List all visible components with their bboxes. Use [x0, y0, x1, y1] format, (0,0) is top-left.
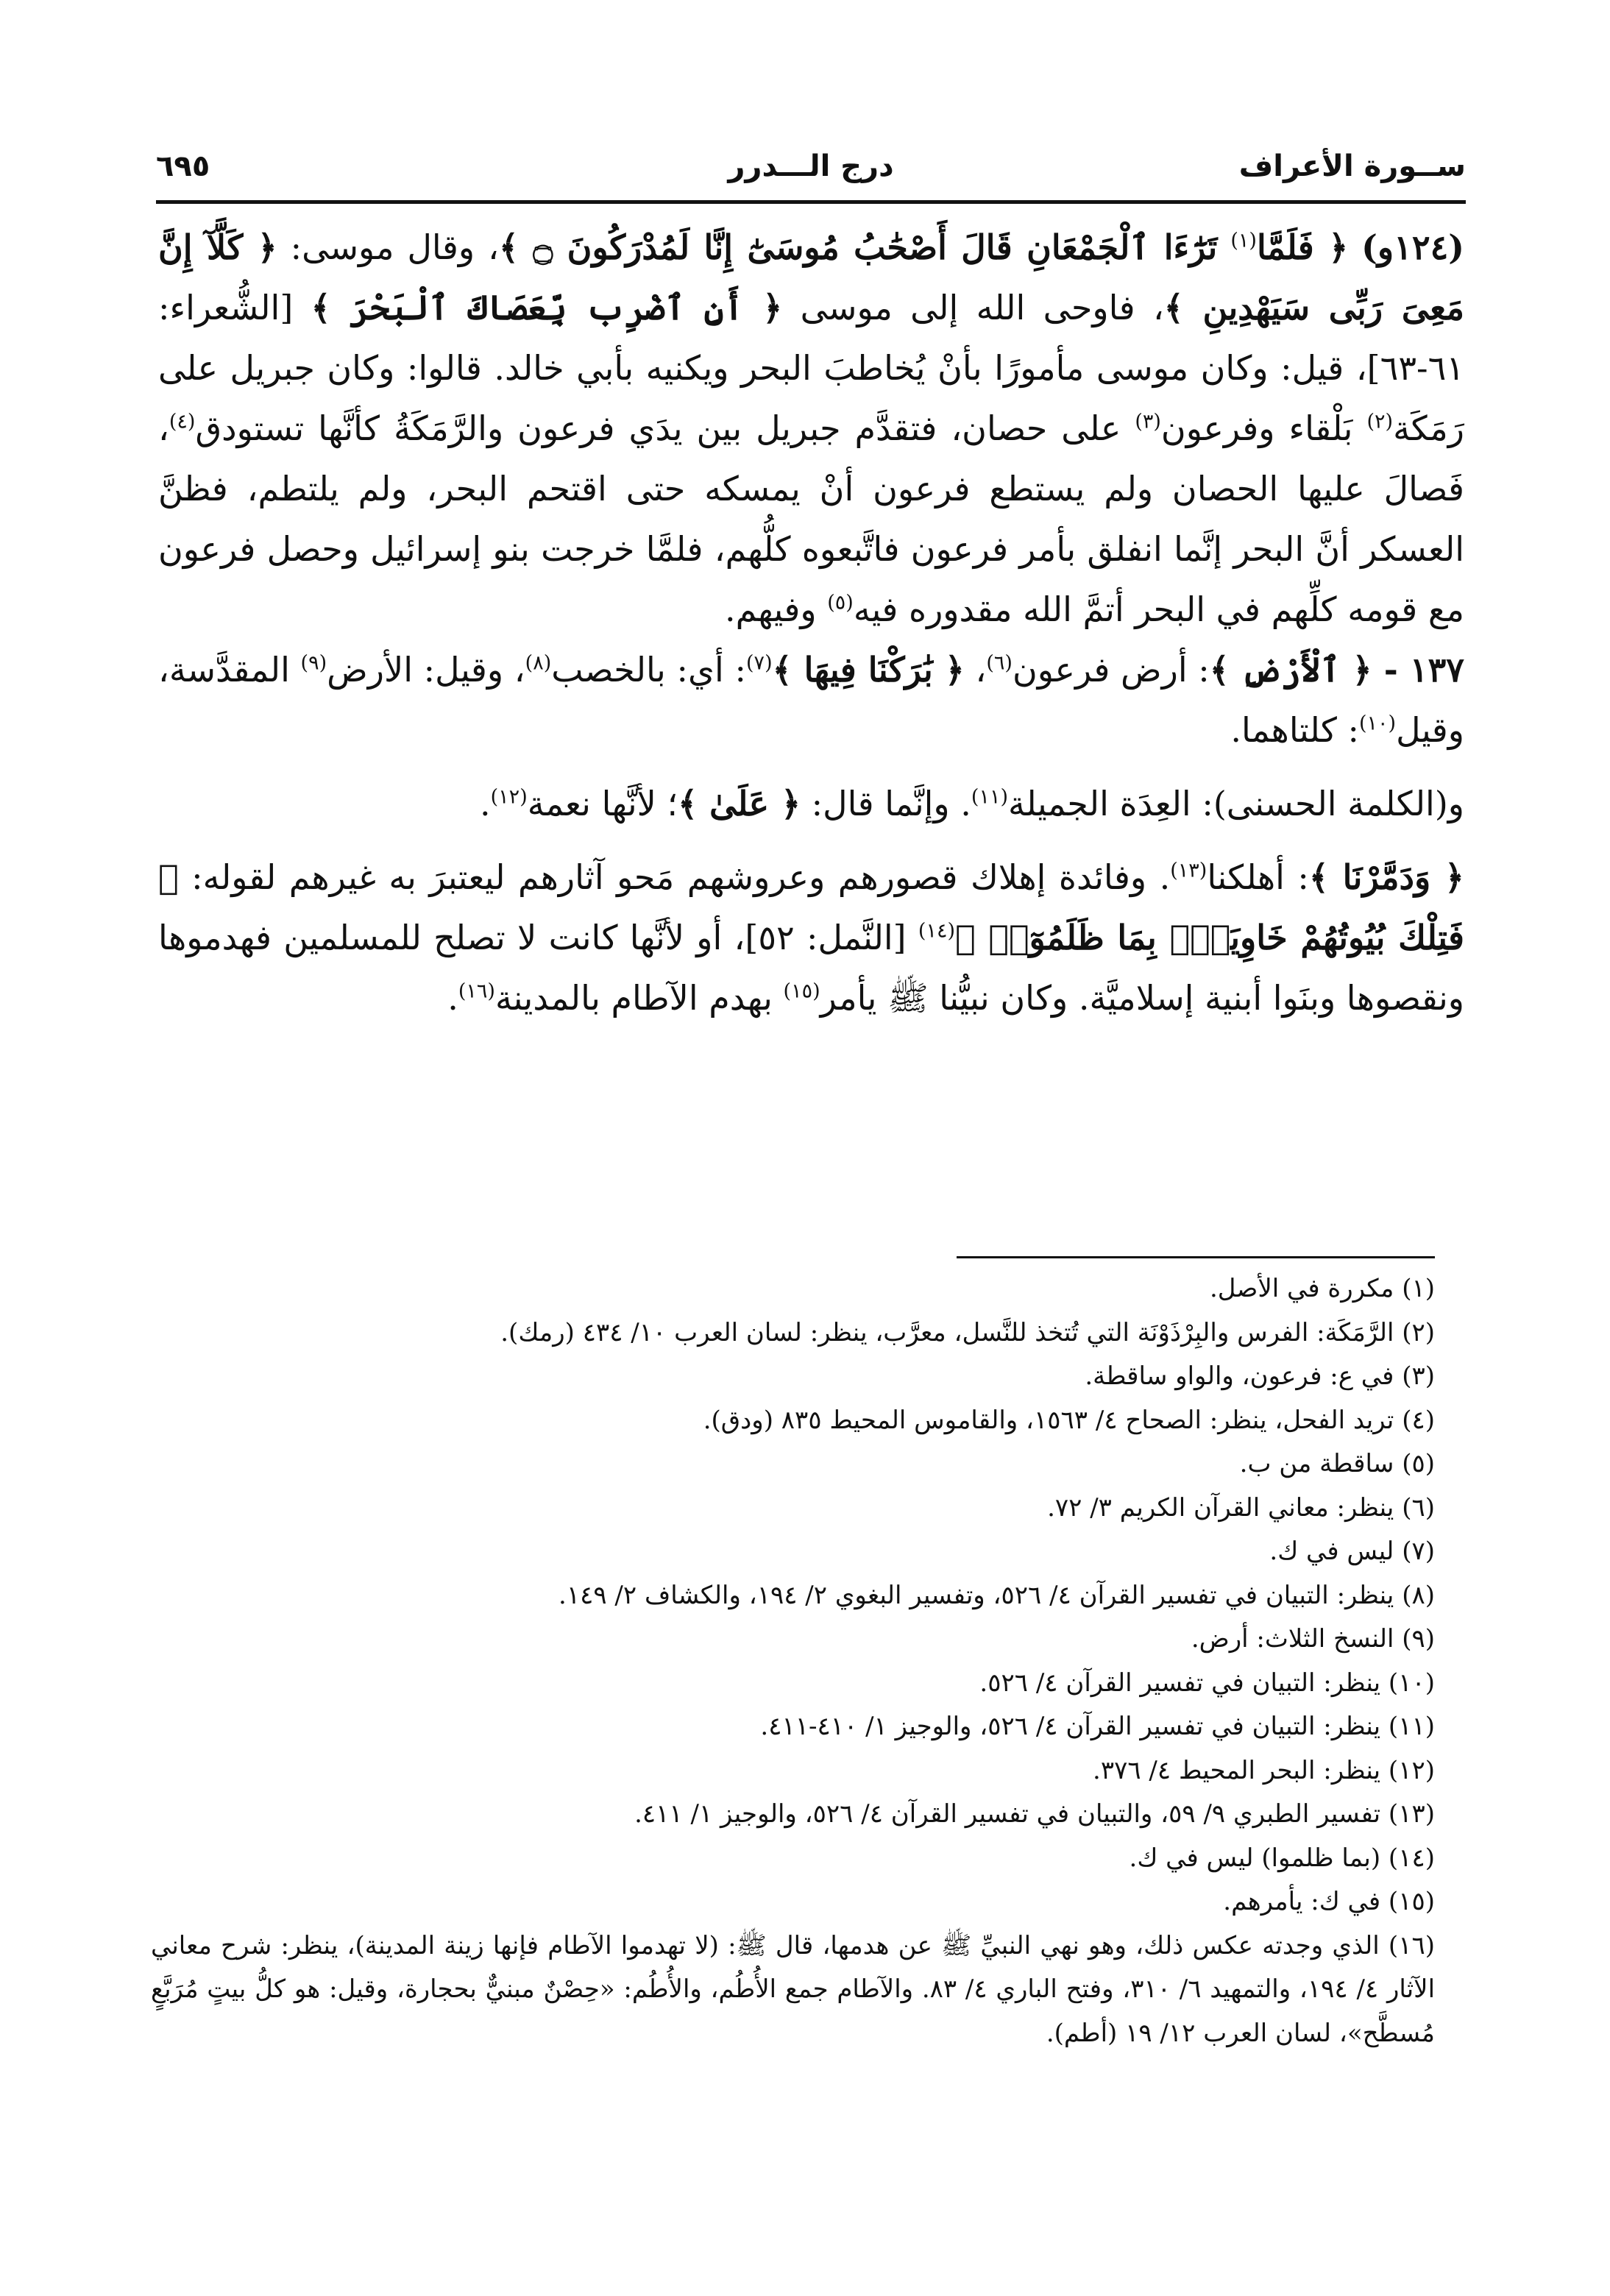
commentary-text: [الشُّعراء: ٦١-٦٣]، قيل: وكان موسى مأمورًا بأنْ يُخاطبَ البحر ويكنيه بأبي خالد. قالوا: وكان جبريل على رَمَكَة — [158, 288, 1464, 448]
quran-quote: ﴿ بَٰرَكْنَا فِيهَا ﴾ — [772, 650, 965, 690]
footnote-ref: (٢) — [1366, 410, 1394, 433]
footnote-ref: (١٣) — [1170, 859, 1208, 882]
footnote-ref: (٣) — [1135, 410, 1161, 433]
footnote-separator — [957, 1256, 1435, 1258]
footnote-ref: (١٢) — [490, 785, 528, 809]
commentary-text: ، فَصالَ عليها الحصان ولم يستطع فرعون أنْ يمسكه حتى اقتحم البحر، ولم يلتطم، فظنَّ العسكر أنَّ البحر إنَّما انفلق بأمر فرعون فاتَّبعوه كلُّهم، فلمَّا خرجت بنو إسرائيل وحصل فرعون مع قومه كلِّهم في البحر أتمَّ الله مقدوره فيه — [158, 408, 1464, 629]
commentary-text: : أرض فرعون — [1012, 650, 1210, 690]
footnote-ref: (١٤) — [918, 919, 955, 943]
commentary-text: . وإنَّما قال: — [801, 784, 971, 823]
running-header — [156, 144, 1466, 196]
commentary-text: : أي: بالخصب — [551, 650, 746, 690]
quran-quote: ﴿ وَدَمَّرْنَا ﴾ — [1308, 857, 1464, 897]
commentary-text: : أهلكنا — [1207, 857, 1309, 897]
commentary-text: ، وقيل: الأرض — [327, 650, 525, 690]
commentary-text: ، — [964, 650, 987, 690]
commentary-text: ، وقال موسى: — [277, 227, 499, 267]
commentary-text: بهدم الآطام بالمدينة — [494, 978, 784, 1018]
main-text — [158, 217, 1464, 1028]
commentary-text: على حصان، فتقدَّم جبريل بين يدَي فرعون والرَّمَكَةُ كأنَّها تستودق — [195, 408, 1135, 448]
footnote-14: (١٤) (بما ظلموا) ليس في ك. — [1129, 1843, 1435, 1873]
footnote-ref: (٩) — [300, 651, 327, 675]
footnote-7: (٧) ليس في ك. — [1269, 1537, 1435, 1566]
footnote-16: (١٦) الذي وجدته عكس ذلك، وهو نهي النبيِّ ﷺ عن هدمها، قال ﷺ: (لا تهدموا الآطام فإنها زينة المدينة)، ينظر: شرح معاني الآثار ٤/ ١٩٤، والتمهيد ٦/ ٣١٠، وفتح الباري ٤/ ٨٣. والآطام جمع الأُطُم، والأُطُم: «حِصْنٌ مبنيٌّ بحجارة، وقيل: هو كلُّ بيتٍ مُرَبَّعٍ مُسطَّح»، لسان العرب ١٢/ ١٩ (أطم). — [151, 1930, 1436, 2048]
footnote-8: (٨) ينظر: التبيان في تفسير القرآن ٤/ ٥٢٦، وتفسير البغوي ٢/ ١٩٤، والكشاف ٢/ ١٤٩. — [558, 1580, 1435, 1610]
footnote-ref: (١٠) — [1358, 712, 1397, 735]
commentary-text: . وفائدة إهلاك قصورهم وعروشهم مَحو آثارهم ليعتبرَ به غيرهم لقوله: — [178, 857, 1171, 897]
footnote-2: (٢) الرَّمَكَة: الفرس والبِرْذَوْنَة التي تُتخذ للنَّسل، معرَّب، ينظر: لسان العرب ١٠/ ٤٣٤ (رمك). — [500, 1317, 1435, 1347]
commentary-text: و(الكلمة الحسنى): العِدَة الجميلة — [1008, 784, 1464, 823]
footnote-ref: (٤) — [169, 410, 196, 433]
footnote-9: (٩) النسخ الثلاث: أرض. — [1191, 1624, 1435, 1654]
footnote-4: (٤) تريد الفحل، ينظر: الصحاح ٤/ ١٥٦٣، والقاموس المحيط ٨٣٥ (ودق). — [703, 1405, 1435, 1435]
paragraph-dammarna — [158, 847, 1464, 1028]
footnote-13: (١٣) تفسير الطبري ٩/ ٥٩، والتبيان في تفسير القرآن ٤/ ٥٢٦، والوجيز ١/ ٤١١. — [634, 1799, 1435, 1829]
commentary-text: [النَّمل: ٥٢]، أو لأنَّها كانت لا تصلح للمسلمين فهدموها ونقصوها وبنَوا أبنية إسلاميَّة. وكان نبيُّنا ﷺ يأمر — [158, 918, 1464, 1018]
header-rule — [156, 200, 1466, 204]
page-number: ٦٩٥ — [156, 149, 210, 183]
commentary-text: ؛ لأنَّها نعمة — [527, 784, 678, 823]
footnotes-list — [151, 1267, 1435, 2055]
footnote-ref: (٦) — [986, 651, 1013, 675]
footnote-ref: (١٦) — [458, 979, 495, 1003]
commentary-text: . — [480, 784, 491, 823]
book-title: درج الـــدرر — [728, 149, 894, 183]
commentary-text: وفيهم. — [725, 589, 828, 629]
paragraph-verse-137 — [158, 639, 1464, 760]
commentary-text: المقدَّسة، وقيل — [158, 650, 1464, 750]
quran-quote: ﴿ فَتِلْكَ بُيُوتُهُمْ خَاوِيَةًۢ بِمَا ظَلَمُوٓا۟ ﴾ — [158, 857, 1464, 957]
quran-quote: ﴿ كَلَّآ إِنَّ مَعِىَ رَبِّى سَيَهْدِينِ ﴾ — [158, 227, 1465, 327]
footnote-6: (٦) ينظر: معاني القرآن الكريم ٣/ ٧٢. — [1047, 1492, 1435, 1523]
footnote-3: (٣) في ع: فرعون، والواو ساقطة. — [1085, 1361, 1435, 1391]
quran-quote: ﴿ أَنِ ٱضْرِب بِّعَصَاكَ ٱلْبَحْرَ ﴾ — [311, 288, 783, 327]
commentary-text: بَلْقاء وفرعون — [1160, 408, 1367, 448]
footnote-10: (١٠) ينظر: التبيان في تفسير القرآن ٤/ ٥٢٦. — [979, 1668, 1435, 1698]
footnote-5: (٥) ساقطة من ب. — [1239, 1449, 1435, 1478]
footnote-ref: (١١) — [971, 785, 1008, 809]
footnote-11: (١١) ينظر: التبيان في تفسير القرآن ٤/ ٥٢٦، والوجيز ١/ ٤١٠-٤١١. — [760, 1712, 1435, 1741]
footnote-ref: (١٥) — [783, 979, 820, 1003]
commentary-text: . — [447, 978, 458, 1018]
quran-quote: تَرَٰٓءَا ٱلْجَمْعَانِ قَالَ أَصْحَٰبُ مُوسَىٰٓ إِنَّا لَمُدْرَكُونَ ۝ ﴾ — [498, 227, 1218, 267]
verse-number: (١٢٤و) — [1361, 227, 1465, 267]
quran-quote: ﴿ ٱلْأَرْضِ ﴾ — [1209, 650, 1372, 690]
paragraph-kalima — [158, 773, 1464, 834]
footnote-ref: (٨) — [525, 651, 552, 675]
commentary-text: ، فاوحى الله إلى موسى — [782, 288, 1164, 327]
surah-title: ســورة الأعراف — [1238, 149, 1466, 183]
commentary-text: : كلتاهما. — [1230, 710, 1359, 750]
quran-quote: ﴿ فَلَمَّا — [1256, 227, 1349, 267]
footnote-ref: (٧) — [746, 651, 773, 675]
quran-quote: ﴿ عَلَىٰ ﴾ — [678, 784, 801, 823]
paragraph-verse-124 — [158, 217, 1464, 639]
footnote-ref: (٥) — [827, 591, 854, 614]
footnote-15: (١٥) في ك: يأمرهم. — [1223, 1887, 1435, 1916]
verse-number: ١٣٧ - — [1372, 650, 1464, 690]
footnote-12: (١٢) ينظر: البحر المحيط ٤/ ٣٧٦. — [1093, 1755, 1435, 1785]
footnote-1: (١) مكررة في الأصل. — [1209, 1274, 1435, 1303]
footnote-ref: (١) — [1230, 229, 1257, 252]
